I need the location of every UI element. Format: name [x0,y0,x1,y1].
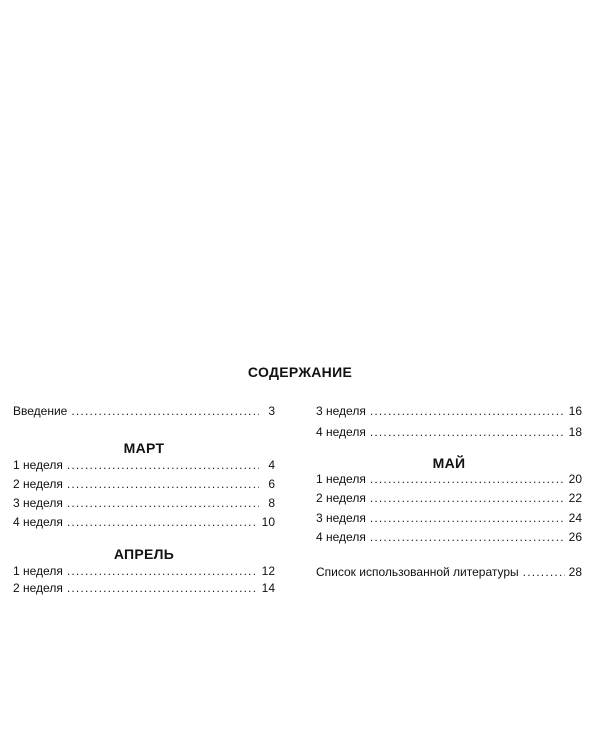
entry-page-number: 6 [268,477,275,491]
dot-leader [67,563,258,579]
entry-page-number: 12 [261,564,275,578]
entry-page-number: 24 [568,511,582,525]
toc-entry-april-week-4[interactable] [316,424,582,440]
entry-page-number: 26 [568,530,582,544]
entry-page-number: 28 [568,565,582,579]
toc-entry-may-week-4[interactable] [316,529,582,545]
dot-leader [370,471,565,487]
dot-leader [67,495,259,511]
toc-entry-april-week-3[interactable] [316,403,582,419]
entry-label: 4 неделя [316,425,366,439]
toc-entry-may-week-2[interactable] [316,490,582,506]
dot-leader [370,510,565,526]
toc-entry-may-week-3[interactable] [316,510,582,526]
dot-leader [67,514,258,530]
entry-page-number: 20 [568,472,582,486]
toc-entry-april-week-2[interactable] [13,580,275,596]
entry-page-number: 22 [568,491,582,505]
dot-leader [370,529,565,545]
dot-leader [67,580,258,596]
entry-page-number: 14 [261,581,275,595]
entry-label: 3 неделя [13,496,63,510]
toc-title: СОДЕРЖАНИЕ [247,364,353,380]
dot-leader [370,490,565,506]
entry-label: 2 неделя [13,581,63,595]
toc-entry-march-week-4[interactable] [13,514,275,530]
entry-label: 2 неделя [316,491,366,505]
section-heading-march: МАРТ [123,440,165,456]
section-heading-may: МАЙ [432,455,466,471]
toc-entry-march-week-1[interactable] [13,457,275,473]
dot-leader [370,424,565,440]
entry-label: 4 неделя [13,515,63,529]
entry-label: 4 неделя [316,530,366,544]
entry-page-number: 16 [568,404,582,418]
toc-entry-may-week-1[interactable] [316,471,582,487]
entry-label: 1 неделя [316,472,366,486]
dot-leader [370,403,565,419]
entry-label: Список использованной литературы [316,565,519,579]
toc-entry-march-week-2[interactable] [13,476,275,492]
dot-leader [523,564,565,580]
entry-label: Введение [13,404,68,418]
entry-label: 2 неделя [13,477,63,491]
entry-label: 3 неделя [316,511,366,525]
entry-page-number: 18 [568,425,582,439]
entry-page-number: 8 [268,496,275,510]
dot-leader [67,476,259,492]
toc-entry-march-week-3[interactable] [13,495,275,511]
section-heading-april: АПРЕЛЬ [113,546,175,562]
toc-entry-april-week-1[interactable] [13,563,275,579]
entry-label: 1 неделя [13,564,63,578]
dot-leader [71,403,259,419]
toc-entry-introduction[interactable] [13,403,275,419]
entry-page-number: 4 [268,458,275,472]
entry-page-number: 3 [268,404,275,418]
entry-label: 1 неделя [13,458,63,472]
entry-label: 3 неделя [316,404,366,418]
dot-leader [67,457,259,473]
toc-entry-bibliography[interactable] [316,564,582,580]
entry-page-number: 10 [261,515,275,529]
